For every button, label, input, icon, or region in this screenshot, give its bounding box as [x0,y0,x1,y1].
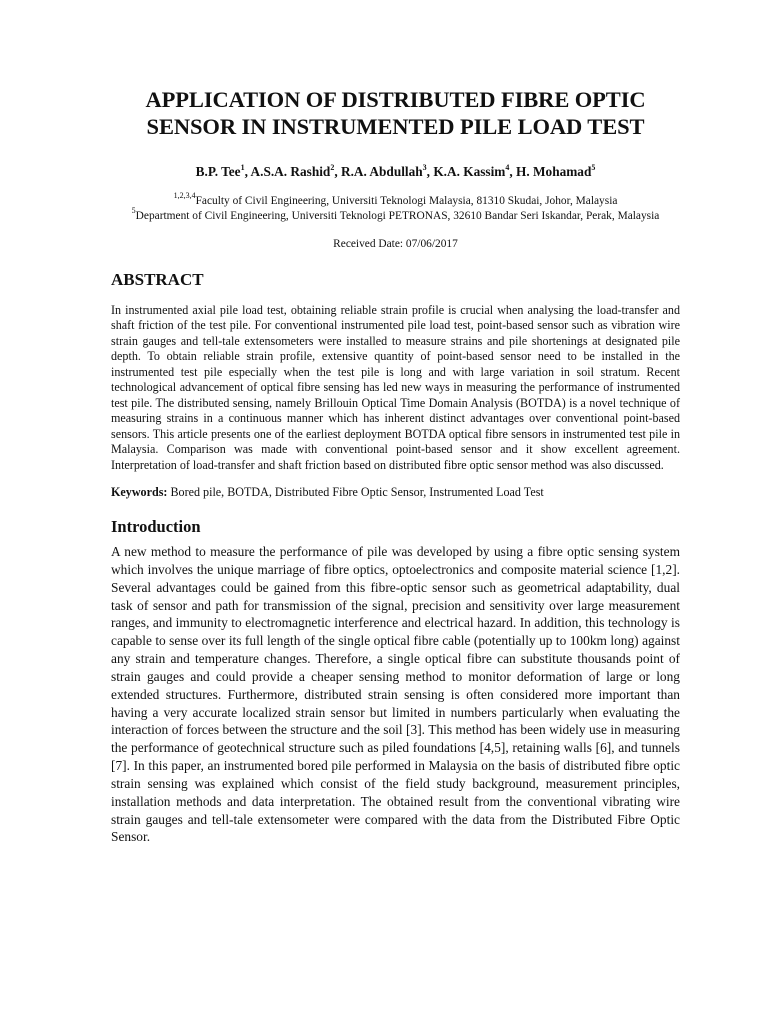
author: R.A. Abdullah$^3$, [340,162,434,179]
affiliation-2: $^5$Department of Civil Engineering, Universiti Teknologi PETRONAS, 32610 Bandar Seri Iskandar, Perak, Malaysia [131,205,660,222]
title-line-2: SENSOR IN INSTRUMENTED PILE LOAD TEST [146,114,645,139]
keywords-label: Keywords: [111,484,168,499]
author: B.P. Tee$^1$, [195,162,251,179]
affiliations [111,191,680,223]
received-date: Received Date: 07/06/2017 [333,238,458,250]
title-line-1: APPLICATION OF DISTRIBUTED FIBRE OPTIC [145,87,646,112]
author-list [111,164,680,180]
author: A.S.A. Rashid$^2$, [250,162,341,179]
introduction-body: A new method to measure the performance of pile was developed by using a fibre optic sensing system which involves the unique marriage of fibre optics, optoelectronics and composite material science [1,2]. Several advantages could be gained from this fibre-optic sensor such as geometrical adaptability, dual task of sensor and path for transmission of the signal, precision and sensitivity over large measurement ranges, and immunity to electromagnetic interference and electrical hazard. In addition, this technology is capable to sense over its full length of the single optical fibre cable (potentially up to 100km long) against any strain and temperature changes. Therefore, a single optical fibre can substitute thousands point of strain gauges and could provide a cheaper sensing method to monitor deformation of large or long extended structures. Furthermore, distributed strain sensing is often considered more important than having a very accurate localized strain sensor but limited in numbers particularly when evaluating the interaction of forces between the structure and the soil [3]. This method has been widely use in measuring the performance of geotechnical structure such as piled foundations [4,5], retaining walls [6], and tunnels [7]. In this paper, an instrumented bored pile performed in Malaysia on the basis of distributed fibre optic strain sensing was explained which consist of the field study background, measurement principles, installation methods and data interpretation. The obtained result from the conventional vibrating wire strain gauges and tell-tale extensometer were compared with the data from the Distributed Fibre Optic Sensor. [111,543,680,845]
author: H. Mohamad$^5$ [516,162,596,179]
introduction-heading: Introduction [111,516,201,536]
keywords-text: Bored pile, BOTDA, Distributed Fibre Optic Sensor, Instrumented Load Test [167,484,544,499]
paper-title [111,86,680,140]
affiliation-1: $^{1,2,3,4}$Faculty of Civil Engineering, Universiti Teknologi Malaysia, 81310 Skudai, Johor, Malaysia [173,191,618,207]
author: K.A. Kassim$^4$, [433,162,516,179]
abstract-heading: ABSTRACT [111,270,204,289]
keywords [111,485,680,500]
abstract-body: In instrumented axial pile load test, obtaining reliable strain profile is crucial when analysing the load-transfer and shaft friction of the test pile. For conventional instrumented pile load test, point-based sensor such as vibration wire strain gauges and tell-tale extensometers were installed to measure strains and pile shortenings at designated pile depth. To obtain reliable strain profile, extensive quantity of point-based sensor need to be installed in the instrumented test pile especially when the test pile is long and with large variation in soil stratum. Recent technological advancement of optical fibre sensing has led new ways in measuring the performance of instrumented test pile. The distributed sensing, namely Brillouin Optical Time Domain Analysis (BOTDA) is a novel technique of measuring strains in a continuous manner which has inherent distinct advantages over conventional point-based sensors. This article presents one of the earliest deployment BOTDA optical fibre sensors in instrumented test pile in Malaysia. Comparison was made with conventional point-based sensor and it show excellent agreement. Interpretation of load-transfer and shaft friction based on distributed fibre optic sensor method was also discussed. [111,303,680,472]
